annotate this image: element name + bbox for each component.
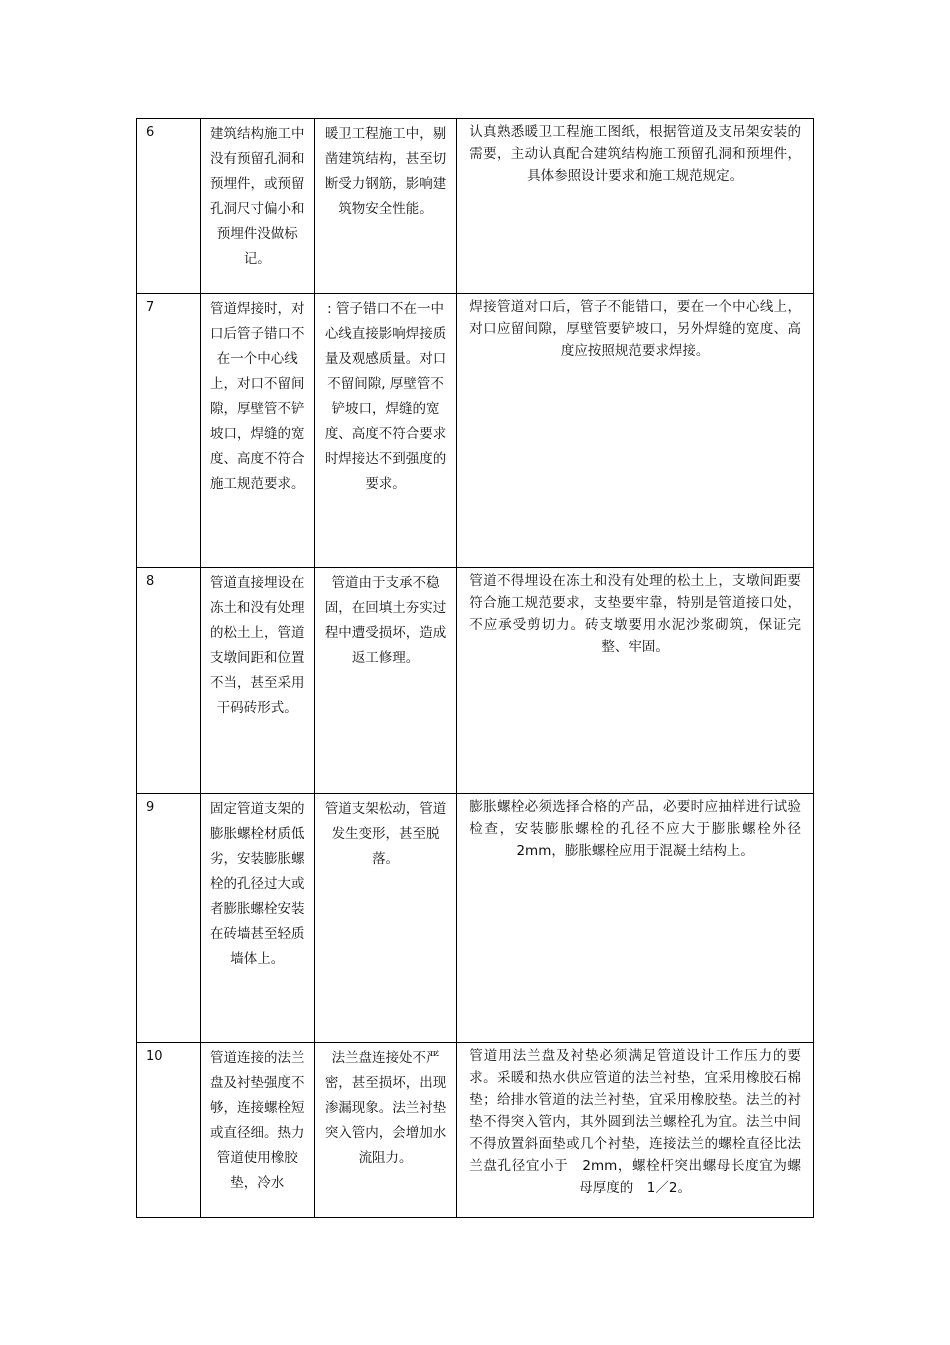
measure-cell: 管道用法兰盘及衬垫必须满足管道设计工作压力的要求。采暖和热水供应管道的法兰衬垫，宜采用橡胶石棉垫；给排水管道的法兰衬垫，宜采用橡胶垫。法兰的衬垫不得突入管内，其外圆到法兰螺栓孔为宜。法兰中间不得放置斜面垫或几个衬垫，连接法兰的螺栓直径比法兰盘孔径宜小于 2mm，螺栓杆突出螺母长度宜为螺母厚度的 1／2。 (457, 1043, 814, 1218)
measure-cell: 膨胀螺栓必须选择合格的产品，必要时应抽样进行试验检查，安装膨胀螺栓的孔径不应大于膨胀螺栓外径 2mm，膨胀螺栓应用于混凝土结构上。 (457, 794, 814, 1043)
row-number: 10 (137, 1043, 201, 1218)
problem-cell: 管道连接的法兰盘及衬垫强度不够，连接螺栓短或直径细。热力管道使用橡胶垫，冷水 (200, 1043, 314, 1218)
row-number: 8 (137, 568, 201, 794)
table-row (137, 794, 814, 1043)
effect-cell: 管道由于支承不稳固，在回填土夯实过程中遭受损坏，造成返工修理。 (314, 568, 456, 794)
row-number: 6 (137, 119, 201, 294)
table-row (137, 294, 814, 568)
table-row (137, 568, 814, 794)
problem-cell: 管道焊接时，对口后管子错口不在一个中心线上，对口不留间隙，厚壁管不铲坡口，焊缝的宽度、高度不符合施工规范要求。 (200, 294, 314, 568)
effect-cell: 管道支架松动，管道发生变形，甚至脱落。 (314, 794, 456, 1043)
problem-cell: 管道直接埋设在冻土和没有处理的松土上，管道支墩间距和位置不当，甚至采用干码砖形式。 (200, 568, 314, 794)
table-row (137, 119, 814, 294)
effect-cell: 法兰盘连接处不严密，甚至损坏，出现渗漏现象。法兰衬垫突入管内，会增加水流阻力。 (314, 1043, 456, 1218)
table-row (137, 1043, 814, 1218)
measure-cell: 认真熟悉暖卫工程施工图纸，根据管道及支吊架安装的需要，主动认真配合建筑结构施工预留孔洞和预埋件，具体参照设计要求和施工规范规定。 (457, 119, 814, 294)
measure-cell: 管道不得埋设在冻土和没有处理的松土上，支墩间距要符合施工规范要求，支垫要牢靠，特别是管道接口处，不应承受剪切力。砖支墩要用水泥沙浆砌筑，保证完整、牢固。 (457, 568, 814, 794)
effect-cell: : 管子错口不在一中心线直接影响焊接质量及观感质量。对口不留间隙, 厚壁管不铲坡口，焊缝的宽度、高度不符合要求时焊接达不到强度的要求。 (314, 294, 456, 568)
problem-cell: 固定管道支架的膨胀螺栓材质低劣，安装膨胀螺栓的孔径过大或者膨胀螺栓安装在砖墙甚至轻质墙体上。 (200, 794, 314, 1043)
measure-cell: 焊接管道对口后，管子不能错口，要在一个中心线上，对口应留间隙，厚壁管要铲坡口，另外焊缝的宽度、高度应按照规范要求焊接。 (457, 294, 814, 568)
effect-cell: 暖卫工程施工中，剔凿建筑结构，甚至切断受力钢筋，影响建筑物安全性能。 (314, 119, 456, 294)
row-number: 9 (137, 794, 201, 1043)
quality-issue-table (136, 118, 814, 1218)
problem-cell: 建筑结构施工中没有预留孔洞和预埋件，或预留孔洞尺寸偏小和预埋件没做标记。 (200, 119, 314, 294)
row-number: 7 (137, 294, 201, 568)
